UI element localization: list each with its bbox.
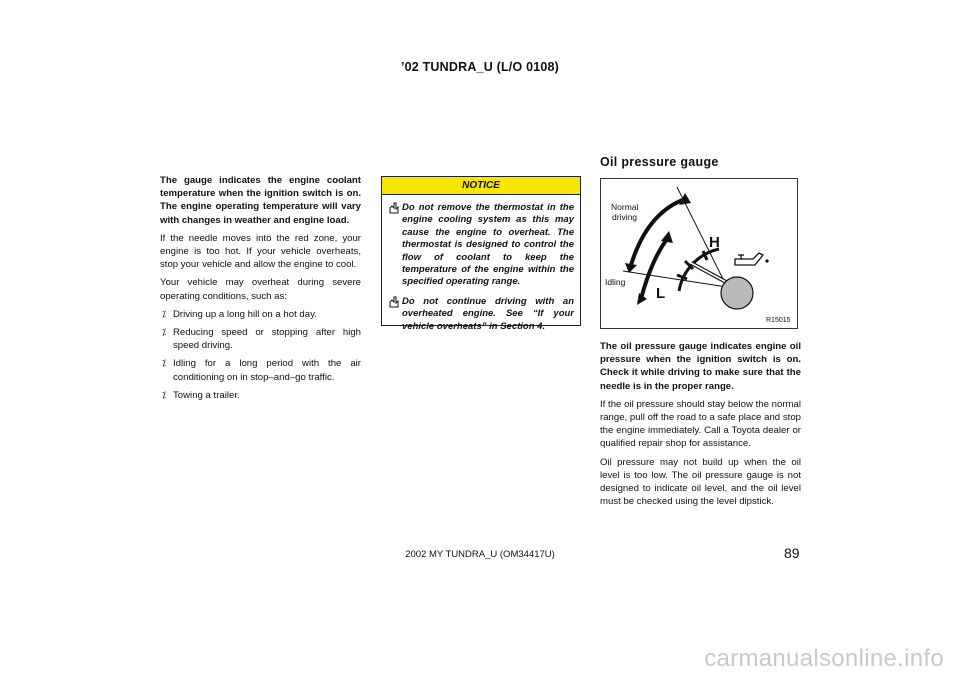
notice-item: Do not continue driving with an overheated engine. See “If your vehicle overheats” in Section 4. xyxy=(388,296,574,333)
oil-pressure-gauge-figure xyxy=(600,178,798,329)
page-header-title: ’02 TUNDRA_U (L/O 0108) xyxy=(400,60,560,74)
list-item: ⁒ Towing a trailer. xyxy=(162,389,240,401)
page-number: 89 xyxy=(784,545,800,561)
list-item: ⁒ Idling for a long period with the air conditioning on in stop–and–go traffic. xyxy=(162,358,361,383)
warning-hand-icon xyxy=(388,296,400,308)
warning-hand-icon xyxy=(388,202,400,214)
idling-label: Idling xyxy=(605,277,626,287)
notice-box xyxy=(381,176,581,332)
high-mark: H xyxy=(709,234,720,251)
overheat-conditions-list xyxy=(160,308,361,402)
low-mark: L xyxy=(656,285,666,302)
bullet-icon: ⁒ xyxy=(162,308,167,319)
bullet-icon: ⁒ xyxy=(162,358,167,369)
list-item: ⁒ Reducing speed or stopping after high speed driving. xyxy=(162,327,361,352)
bullet-icon: ⁒ xyxy=(162,327,167,338)
notice-item: Do not remove the thermostat in the engine cooling system as this may cause the engine to overheat. The thermostat is designed to control the flow of coolant to keep the temperature of the engine within the specified operating range. xyxy=(388,202,574,289)
normal-driving-label: Normal driving xyxy=(611,202,639,222)
oil-pressure-heading: Oil pressure gauge xyxy=(600,155,719,169)
figure-id: R15015 xyxy=(766,317,791,324)
oil-pressure-intro: The oil pressure gauge indicates engine oil pressure when the ignition switch is on. Check it while driving to make sure that the needle is in the proper range. xyxy=(600,341,801,392)
list-item: ⁒ Driving up a long hill on a hot day. xyxy=(162,308,317,320)
overheat-conditions-paragraph: Your vehicle may overheat during severe operating conditions, such as: xyxy=(160,277,361,302)
gauge-hub xyxy=(721,277,753,309)
oil-pressure-low-paragraph: If the oil pressure should stay below the normal range, pull off the road to a safe place and stop the engine immediately. Call a Toyota dealer or qualified repair shop for assistance. xyxy=(600,398,801,450)
watermark: carmanualsonline.info xyxy=(704,645,944,672)
coolant-text-column xyxy=(160,174,361,407)
bullet-icon: ⁒ xyxy=(162,389,167,400)
coolant-intro: The gauge indicates the engine coolant temperature when the ignition switch is on. The engine operating temperature will vary with changes in weather and engine load. xyxy=(160,175,361,226)
oil-level-paragraph: Oil pressure may not build up when the oil level is too low. The oil pressure gauge is not designed to indicate oil level, and the oil level must be checked using the level dipstick. xyxy=(600,456,801,508)
notice-title: NOTICE xyxy=(382,177,580,195)
coolant-red-zone-paragraph: If the needle moves into the red zone, your engine is too hot. If your vehicle overheats, stop your vehicle and allow the engine to cool. xyxy=(160,232,361,271)
oil-pressure-text-column xyxy=(600,340,801,513)
footer-model: 2002 MY TUNDRA_U (OM34417U) xyxy=(405,549,555,560)
oil-can-icon xyxy=(735,253,768,265)
